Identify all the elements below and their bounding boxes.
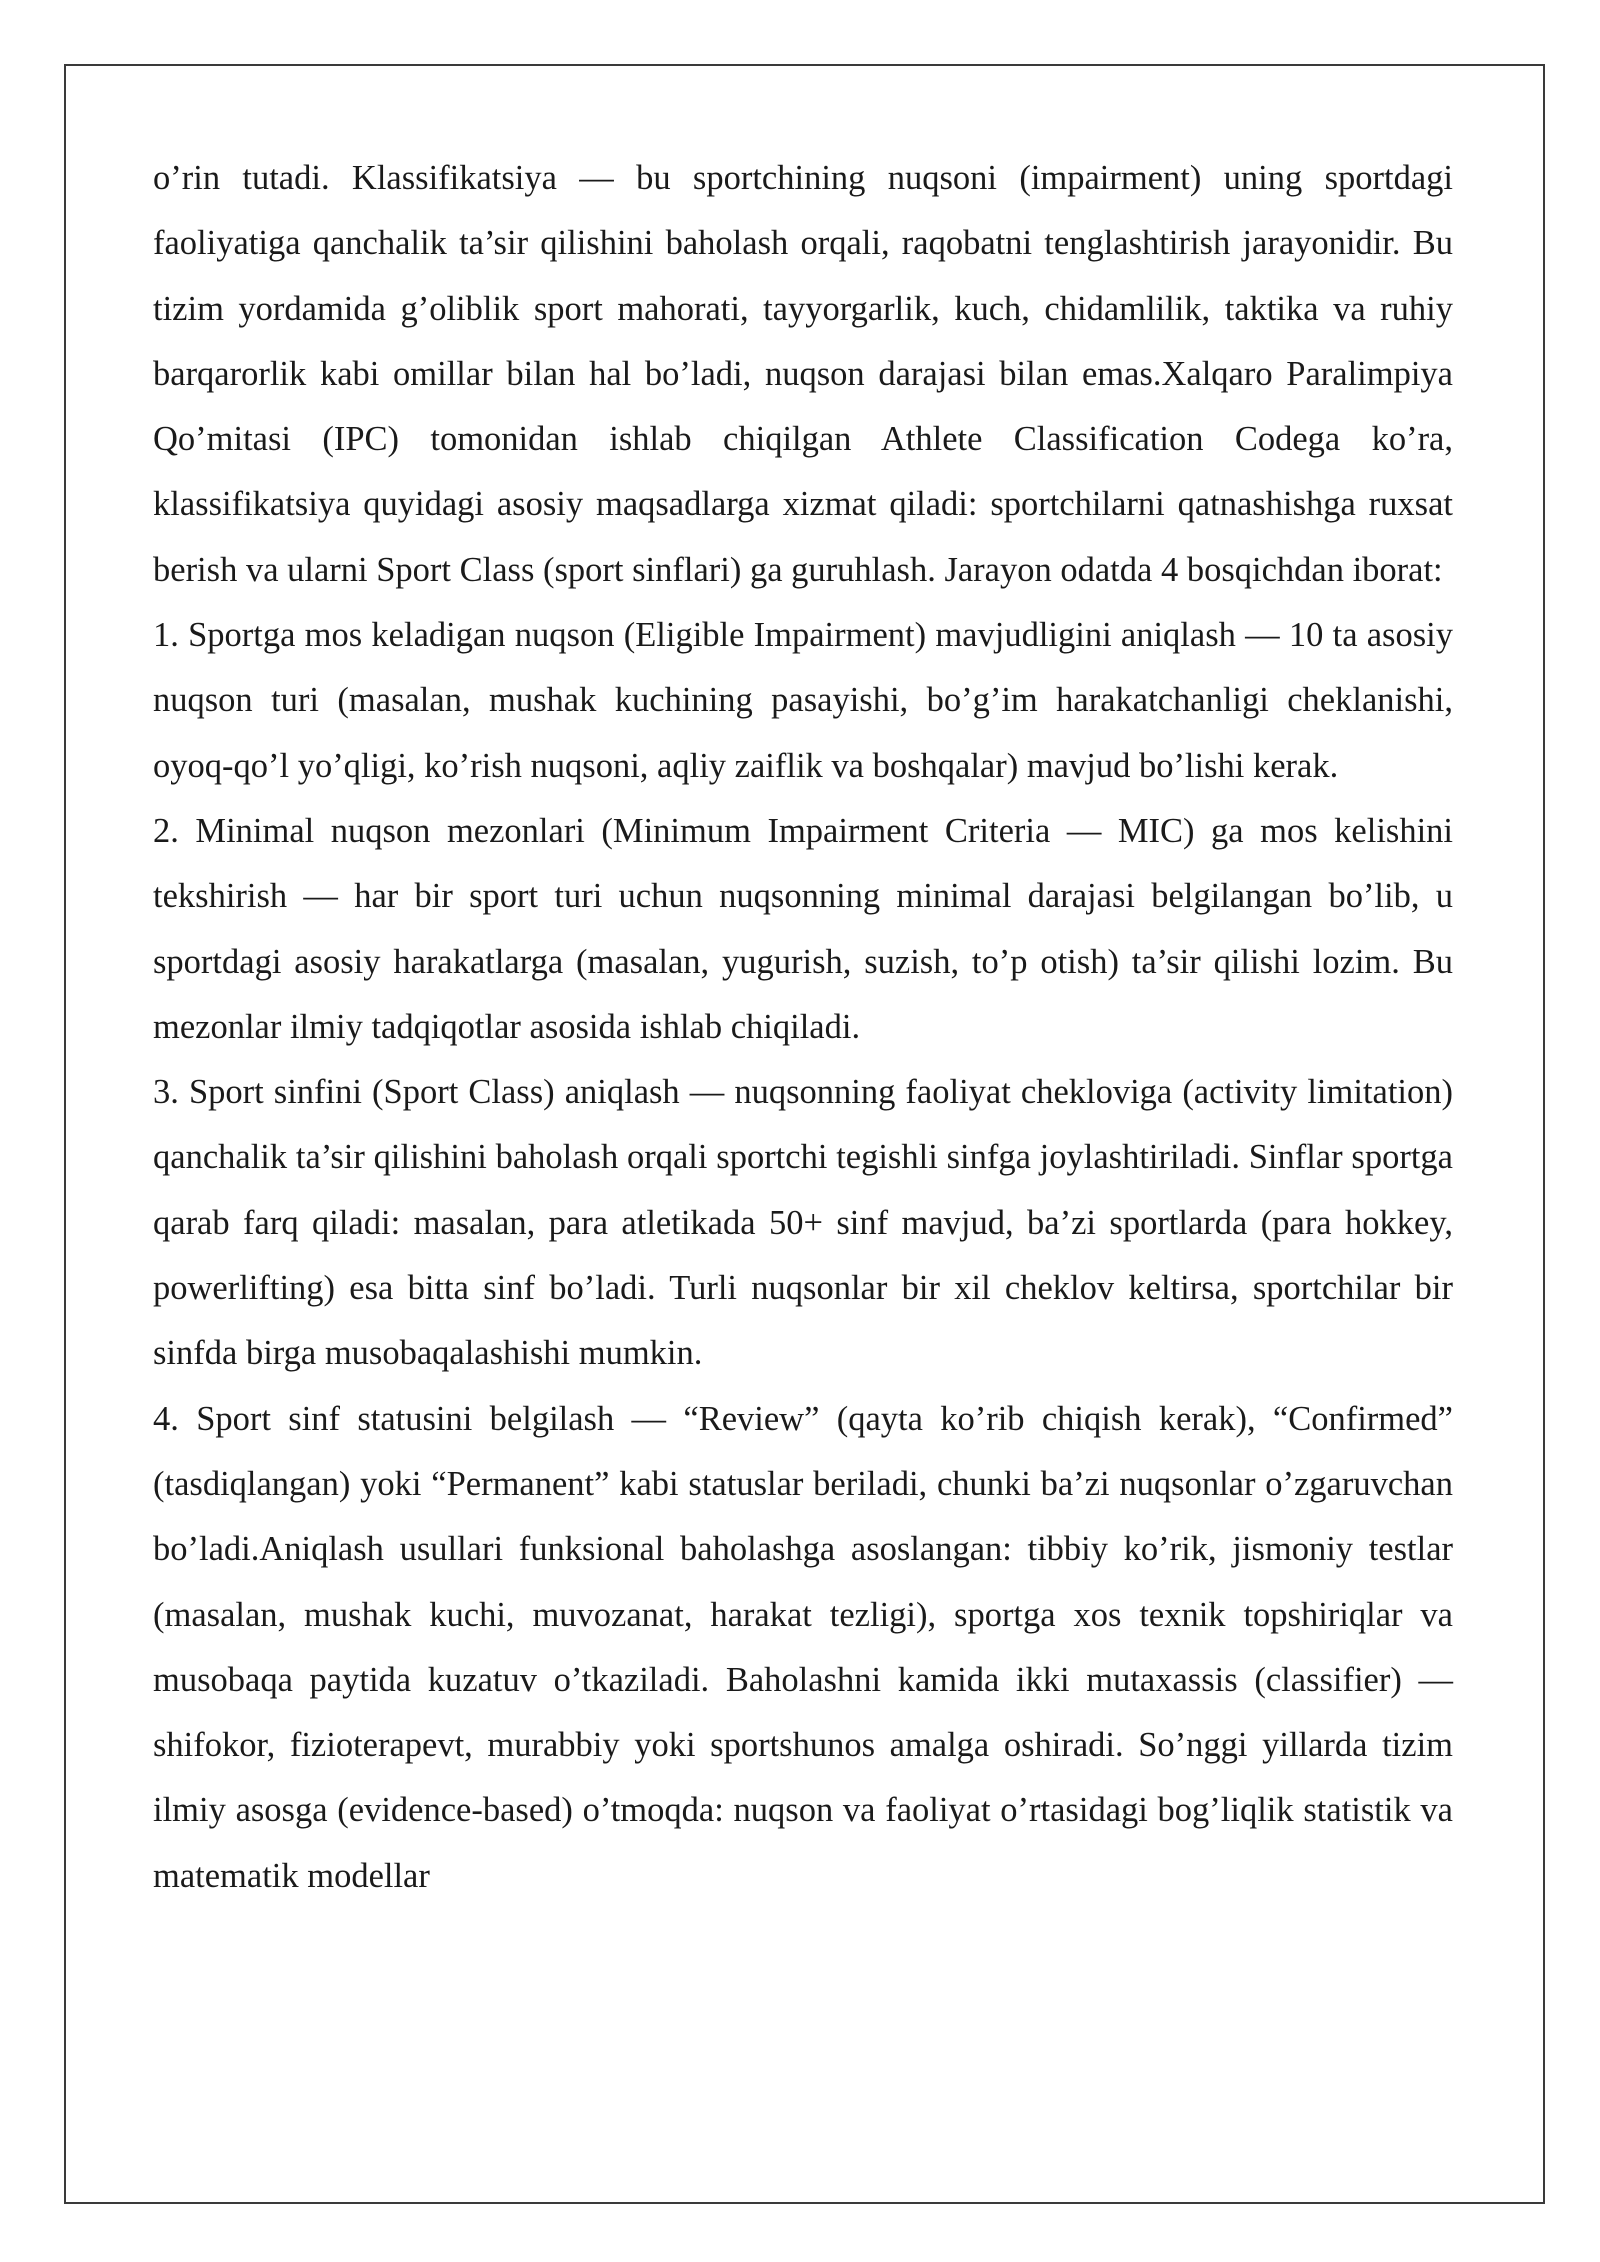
- document-body: [153, 146, 1453, 1909]
- paragraph-step-1: 1. Sportga mos keladigan nuqson (Eligible Impairment) mavjudligini aniqlash — 10 ta asosiy nuqson turi (masalan, mushak kuchining pasayishi, bo’g’im harakatchanligi cheklanishi, oyoq-qo’l yo’qligi, ko’rish nuqsoni, aqliy zaiflik va boshqalar) mavjud bo’lishi kerak.: [153, 616, 1453, 785]
- paragraph-step-4: 4. Sport sinf statusini belgilash — “Review” (qayta ko’rib chiqish kerak), “Confirmed” (tasdiqlangan) yoki “Permanent” kabi statuslar beriladi, chunki ba’zi nuqsonlar o’zgaruvchan bo’ladi.Aniqlash usullari funksional baholashga asoslangan: tibbiy ko’rik, jismoniy testlar (masalan, mushak kuchi, muvozanat, harakat tezligi), sportga xos texnik topshiriqlar va musobaqa paytida kuzatuv o’tkaziladi. Baholashni kamida ikki mutaxassis (classifier) — shifokor, fizioterapevt, murabbiy yoki sportshunos amalga oshiradi. So’nggi yillarda tizim ilmiy asosga (evidence-based) o’tmoqda: nuqson va faoliyat o’rtasidagi bog’liqlik statistik va matematik modellar: [153, 1399, 1453, 1895]
- paragraph-step-2: 2. Minimal nuqson mezonlari (Minimum Impairment Criteria — MIC) ga mos kelishini tekshirish — har bir sport turi uchun nuqsonning minimal darajasi belgilangan bo’lib, u sportdagi asosiy harakatlarga (masalan, yugurish, suzish, to’p otish) ta’sir qilishi lozim. Bu mezonlar ilmiy tadqiqotlar asosida ishlab chiqiladi.: [153, 811, 1453, 1046]
- paragraph-step-3: 3. Sport sinfini (Sport Class) aniqlash — nuqsonning faoliyat chekloviga (activity limitation) qanchalik ta’sir qilishini baholash orqali sportchi tegishli sinfga joylashtiriladi. Sinflar sportga qarab farq qiladi: masalan, para atletikada 50+ sinf mavjud, ba’zi sportlarda (para hokkey, powerlifting) esa bitta sinf bo’ladi. Turli nuqsonlar bir xil cheklov keltirsa, sportchilar bir sinfda birga musobaqalashishi mumkin.: [153, 1073, 1453, 1373]
- paragraph-intro: o’rin tutadi. Klassifikatsiya — bu sportchining nuqsoni (impairment) uning sportdagi faoliyatiga qanchalik ta’sir qilishini baholash orqali, raqobatni tenglashtirish jarayonidir. Bu tizim yordamida g’oliblik sport mahorati, tayyorgarlik, kuch, chidamlilik, taktika va ruhiy barqarorlik kabi omillar bilan hal bo’ladi, nuqson darajasi bilan emas.Xalqaro Paralimpiya Qo’mitasi (IPC) tomonidan ishlab chiqilgan Athlete Classification Codega ko’ra, klassifikatsiya quyidagi asosiy maqsadlarga xizmat qiladi: sportchilarni qatnashishga ruxsat berish va ularni Sport Class (sport sinflari) ga guruhlash. Jarayon odatda 4 bosqichdan iborat:: [153, 159, 1453, 589]
